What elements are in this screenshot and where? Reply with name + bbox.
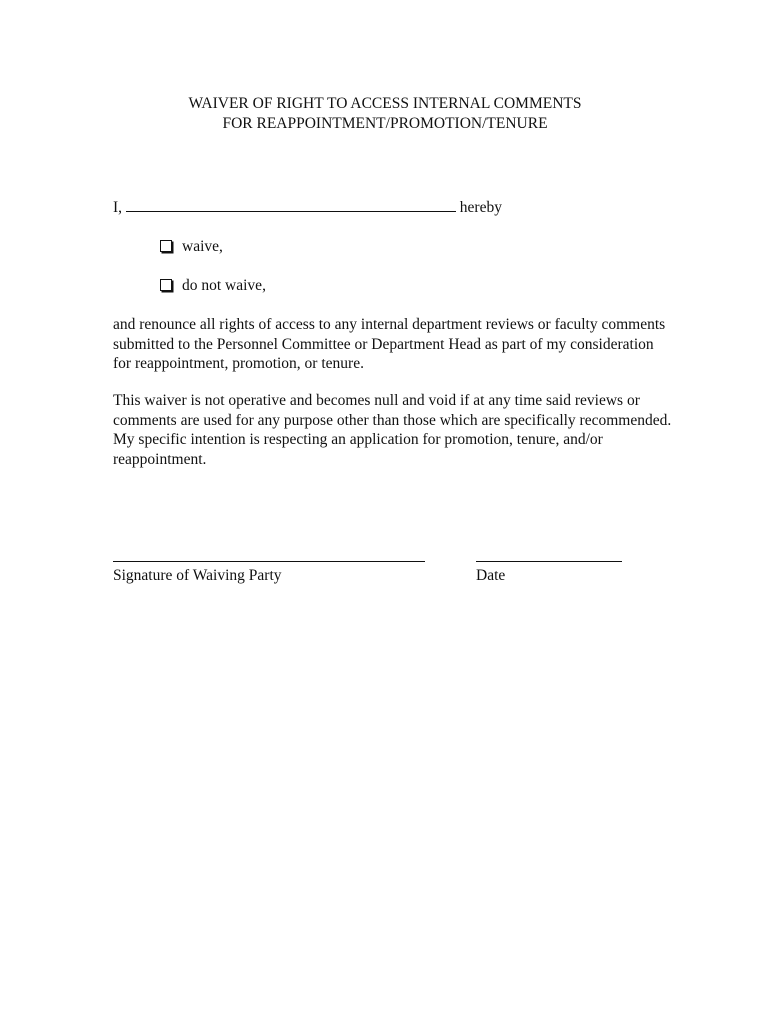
option-do-not-waive[interactable] [160,276,266,296]
operative-paragraph: This waiver is not operative and becomes null and void if at any time said reviews or comments are used for any purpose other than those which are specifically recommended. My specific intention is respecting an application for promotion, tenure, and/or reappointment. [113,392,672,468]
title-line-1: WAIVER OF RIGHT TO ACCESS INTERNAL COMMENTS [188,95,582,112]
signature-line[interactable] [113,561,425,562]
title-line-2: FOR REAPPOINTMENT/PROMOTION/TENURE [222,114,548,132]
document-title [0,94,770,133]
declaration-suffix: hereby [459,199,502,216]
name-blank-line[interactable] [126,211,456,212]
do-not-waive-label: do not waive, [182,277,266,294]
declaration-prefix: I, [113,199,123,216]
name-declaration [113,198,502,218]
waive-checkbox[interactable] [160,240,172,252]
do-not-waive-checkbox[interactable] [160,279,172,291]
waive-label: waive, [182,238,223,255]
renounce-paragraph: and renounce all rights of access to any internal department reviews or faculty comments submitted to the Personnel Committee or Department Head as part of my consideration for reappointment, promotion, or tenure. [113,316,666,372]
option-waive[interactable] [160,237,223,257]
date-label: Date [476,567,506,584]
signature-label: Signature of Waiving Party [113,567,282,584]
date-line[interactable] [476,561,622,562]
